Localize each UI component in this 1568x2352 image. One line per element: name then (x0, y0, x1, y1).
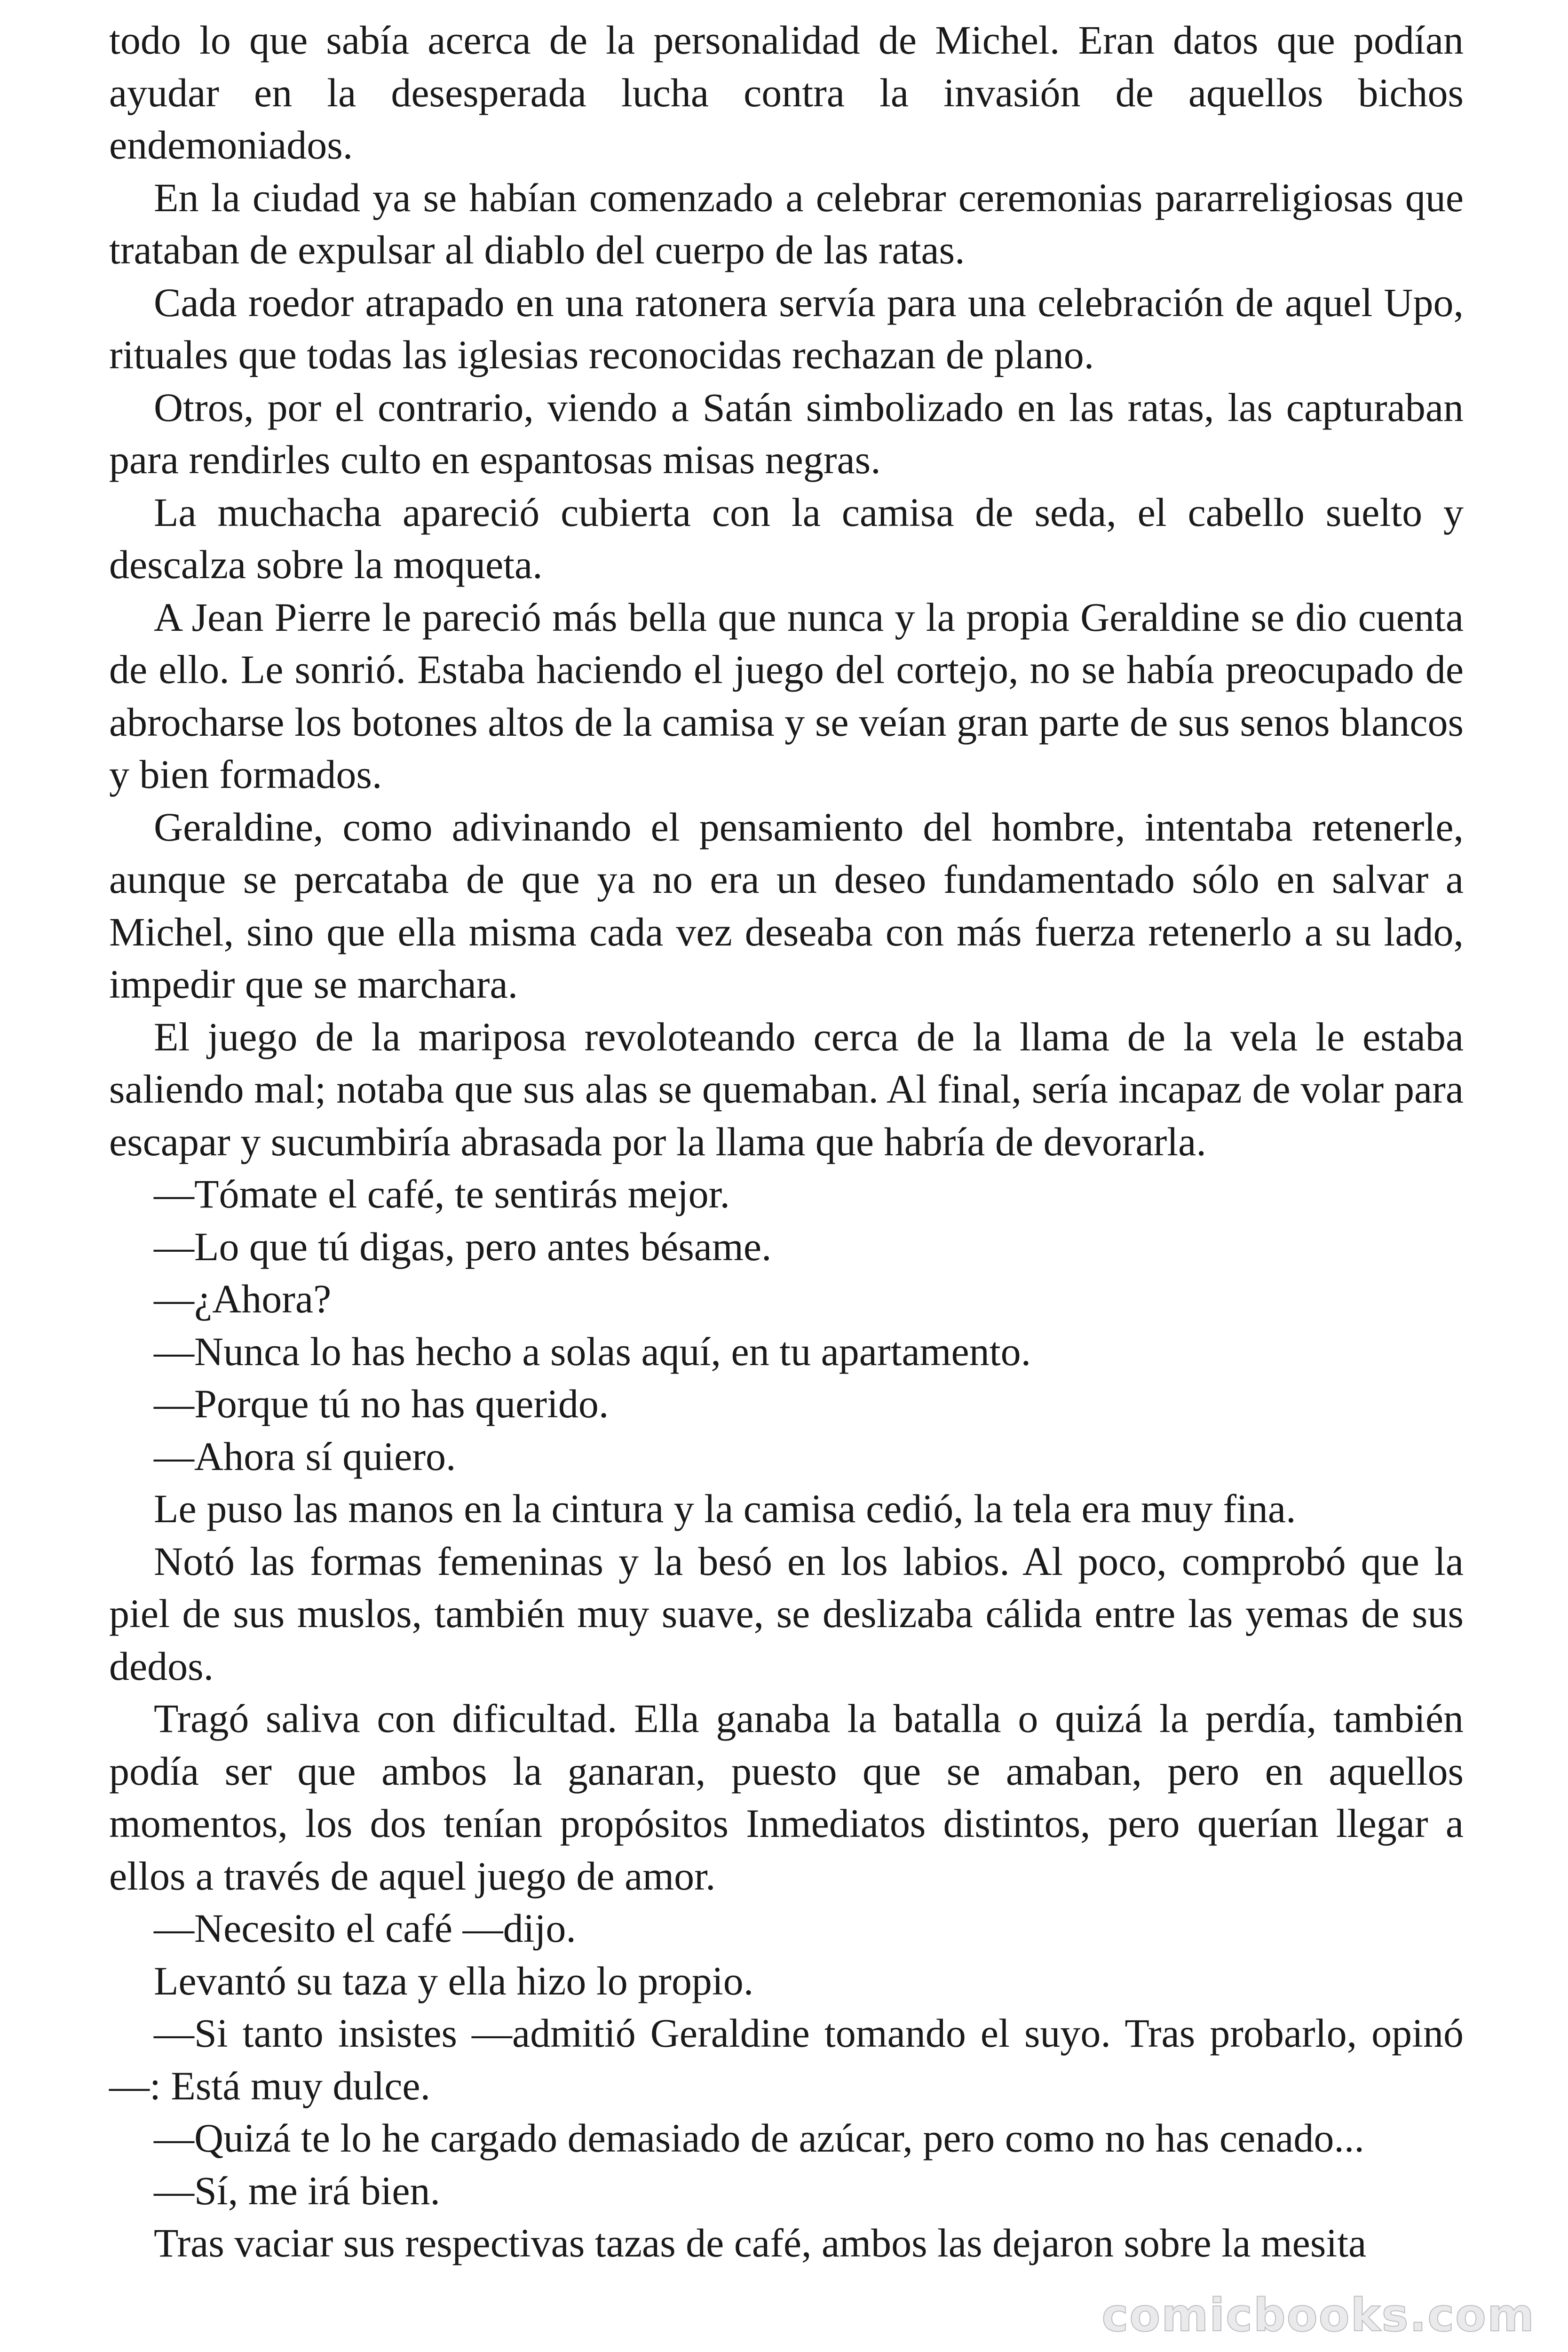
paragraph-9: Le puso las manos en la cintura y la camisa cedió, la tela era muy fina. (154, 1486, 1296, 1531)
paragraph-13: Tras vaciar sus respectivas tazas de café, ambos las dejaron sobre la mesita (154, 2220, 1367, 2265)
paragraph-3: Cada roedor atrapado en una ratonera servía para una celebración de aquel Upo, rituales que todas las iglesias reconocidas rechazan de plano. (109, 279, 1464, 377)
dialogue-line-6: —Ahora sí quiero. (154, 1433, 456, 1479)
paragraph-2: En la ciudad ya se habían comenzado a celebrar ceremonias pararreligiosas que trataban de expulsar al diablo del cuerpo de las ratas. (109, 175, 1464, 272)
paragraph-1: todo lo que sabía acerca de la personalidad de Michel. Eran datos que podían ayudar en la desesperada lucha contra la invasión de aquellos bichos endemoniados. (109, 17, 1464, 167)
dialogue-line-10: —Sí, me irá bien. (154, 2168, 441, 2213)
dialogue-line-5: —Porque tú no has querido. (154, 1381, 609, 1426)
paragraph-5: La muchacha apareció cubierta con la camisa de seda, el cabello suelto y descalza sobre la moqueta. (109, 489, 1464, 587)
paragraph-8: El juego de la mariposa revoloteando cerca de la llama de la vela le estaba saliendo mal; notaba que sus alas se quemaban. Al final, sería incapaz de volar para escapar y sucumbiría abrasada por la llama que habría de devorarla. (109, 1014, 1464, 1164)
dialogue-line-1: —Tómate el café, te sentirás mejor. (154, 1171, 730, 1216)
document-page (109, 14, 1464, 2270)
dialogue-line-2: —Lo que tú digas, pero antes bésame. (154, 1224, 772, 1269)
dialogue-line-9: —Quizá te lo he cargado demasiado de azúcar, pero como no has cenado... (154, 2115, 1364, 2161)
dialogue-line-3: —¿Ahora? (154, 1276, 332, 1321)
paragraph-12: Levantó su taza y ella hizo lo propio. (154, 1958, 754, 2003)
paragraph-7: Geraldine, como adivinando el pensamiento del hombre, intentaba retenerle, aunque se percataba de que ya no era un deseo fundamentado sólo en salvar a Michel, sino que ella misma cada vez deseaba con más fuerza retenerlo a su lado, impedir que se marchara. (109, 804, 1464, 1007)
watermark-logo: comicbooks.com (1101, 2289, 1535, 2342)
dialogue-line-8: —Si tanto insistes —admitió Geraldine tomando el suyo. Tras probarlo, opinó—: Está muy dulce. (109, 2010, 1464, 2108)
paragraph-4: Otros, por el contrario, viendo a Satán simbolizado en las ratas, las capturaban para rendirles culto en espantosas misas negras. (109, 384, 1464, 482)
paragraph-11: Tragó saliva con dificultad. Ella ganaba la batalla o quizá la perdía, también podía ser que ambos la ganaran, puesto que se amaban, pero en aquellos momentos, los dos tenían propósitos Inmediatos distintos, pero querían llegar a ellos a través de aquel juego de amor. (109, 1696, 1464, 1899)
paragraph-6: A Jean Pierre le pareció más bella que nunca y la propia Geraldine se dio cuenta de ello. Le sonrió. Estaba haciendo el juego del cortejo, no se había preocupado de abrocharse los botones altos de la camisa y se veían gran parte de sus senos blancos y bien formados. (109, 594, 1464, 797)
dialogue-line-4: —Nunca lo has hecho a solas aquí, en tu apartamento. (154, 1328, 1031, 1374)
dialogue-line-7: —Necesito el café —dijo. (154, 1906, 576, 1951)
paragraph-10: Notó las formas femeninas y la besó en los labios. Al poco, comprobó que la piel de sus muslos, también muy suave, se deslizaba cálida entre las yemas de sus dedos. (109, 1538, 1464, 1689)
